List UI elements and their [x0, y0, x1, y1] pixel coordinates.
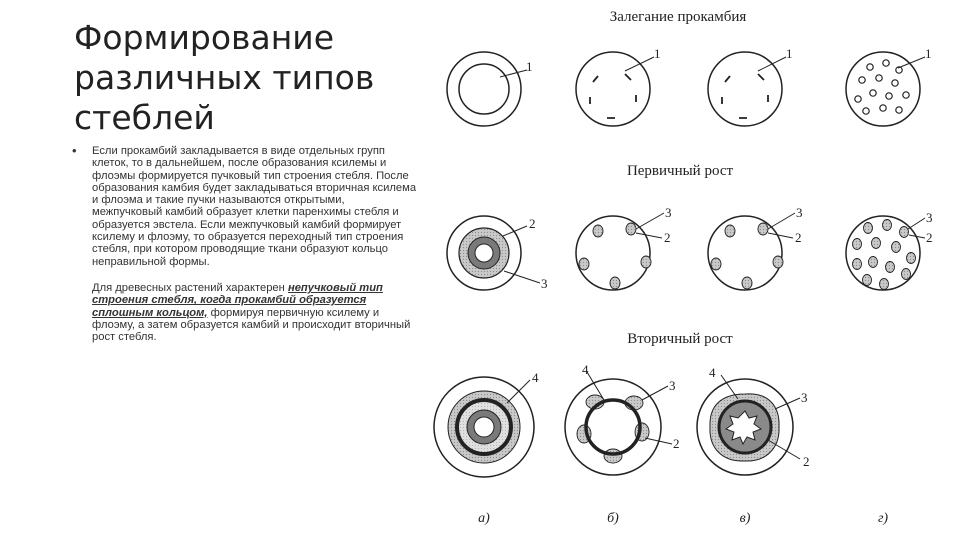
callout-1-a: 1: [526, 59, 533, 74]
callout-3-d: 3: [926, 210, 933, 225]
paragraph-1: Если прокамбий закладывается в виде отдельных групп клеток, то в дальнейшем, после образования ксилемы и флоэмы формируется пучковый тип строения стебля. После образования камбия будет закладываться вторичная ксилема и флоэма и такие пучки называются открытыми, межпучковый камбий образует клетки паренхимы стебля и образуется эвстела. Если межпучковый камбий формирует ксилему и флоэму, то образуется переходный тип строения стебля, при котором проводящие ткани образуют кольцо неправильной формы.: [92, 145, 417, 268]
section-title-procambium: Залегание прокамбия: [609, 9, 747, 25]
callout-3-c: 3: [796, 205, 803, 220]
section-title-primary-growth: Первичный рост: [626, 163, 734, 179]
stem-b-secondary: [565, 372, 672, 475]
stem-diagram: [420, 0, 960, 540]
bullet-marker: •: [72, 143, 77, 158]
stem-d-primary: [846, 216, 925, 290]
callout-3-b: 3: [665, 205, 672, 220]
callout-2-b: 2: [664, 230, 671, 245]
callout-3-b2: 3: [669, 378, 676, 393]
column-label-a: а): [478, 511, 490, 526]
stem-structure-figure: [420, 0, 960, 540]
callout-4-c: 4: [709, 365, 716, 380]
paragraph-2-emphasis: непучковый тип строения стебля, когда прокамбий образуется сплошным кольцом,: [92, 281, 383, 319]
callout-2-d: 2: [926, 230, 933, 245]
column-label-d: г): [877, 511, 889, 526]
stem-c-primary: [708, 213, 795, 290]
callout-1-c: 1: [786, 46, 793, 61]
column-label-b: б): [607, 511, 619, 526]
column-label-c: в): [739, 511, 751, 526]
bullet-item: [72, 145, 417, 268]
paragraph-2: [72, 282, 417, 343]
stem-b-primary: [576, 213, 664, 290]
callout-2-c2: 2: [803, 454, 810, 469]
stem-a-primary: [447, 216, 540, 290]
slide-title: Формирование различных типов стеблей: [74, 18, 375, 137]
callout-2-c: 2: [795, 230, 802, 245]
callout-2-a: 2: [529, 216, 536, 231]
callout-4-a: 4: [532, 370, 539, 385]
callout-3-a: 3: [541, 276, 548, 291]
stem-a-secondary: [434, 377, 534, 477]
stem-c-secondary: [697, 375, 800, 475]
paragraph-2-pre: Для древесных растений характерен: [92, 281, 288, 294]
callout-1-d: 1: [925, 46, 932, 61]
stem-d-procambium: [846, 52, 925, 126]
paragraph-2-post: формируя первичную ксилему и флоэму, а затем образуется камбий и происходит вторичный рост стебля.: [92, 306, 411, 344]
stem-a-procambium: [447, 52, 527, 126]
slide-body: [72, 145, 417, 343]
section-title-secondary-growth: Вторичный рост: [627, 331, 733, 347]
callout-1-b: 1: [654, 46, 661, 61]
callout-2-b2: 2: [673, 436, 680, 451]
stem-b-procambium: [576, 52, 654, 126]
callout-4-b: 4: [582, 362, 589, 377]
callout-3-c2: 3: [801, 390, 808, 405]
stem-c-procambium: [708, 52, 786, 126]
